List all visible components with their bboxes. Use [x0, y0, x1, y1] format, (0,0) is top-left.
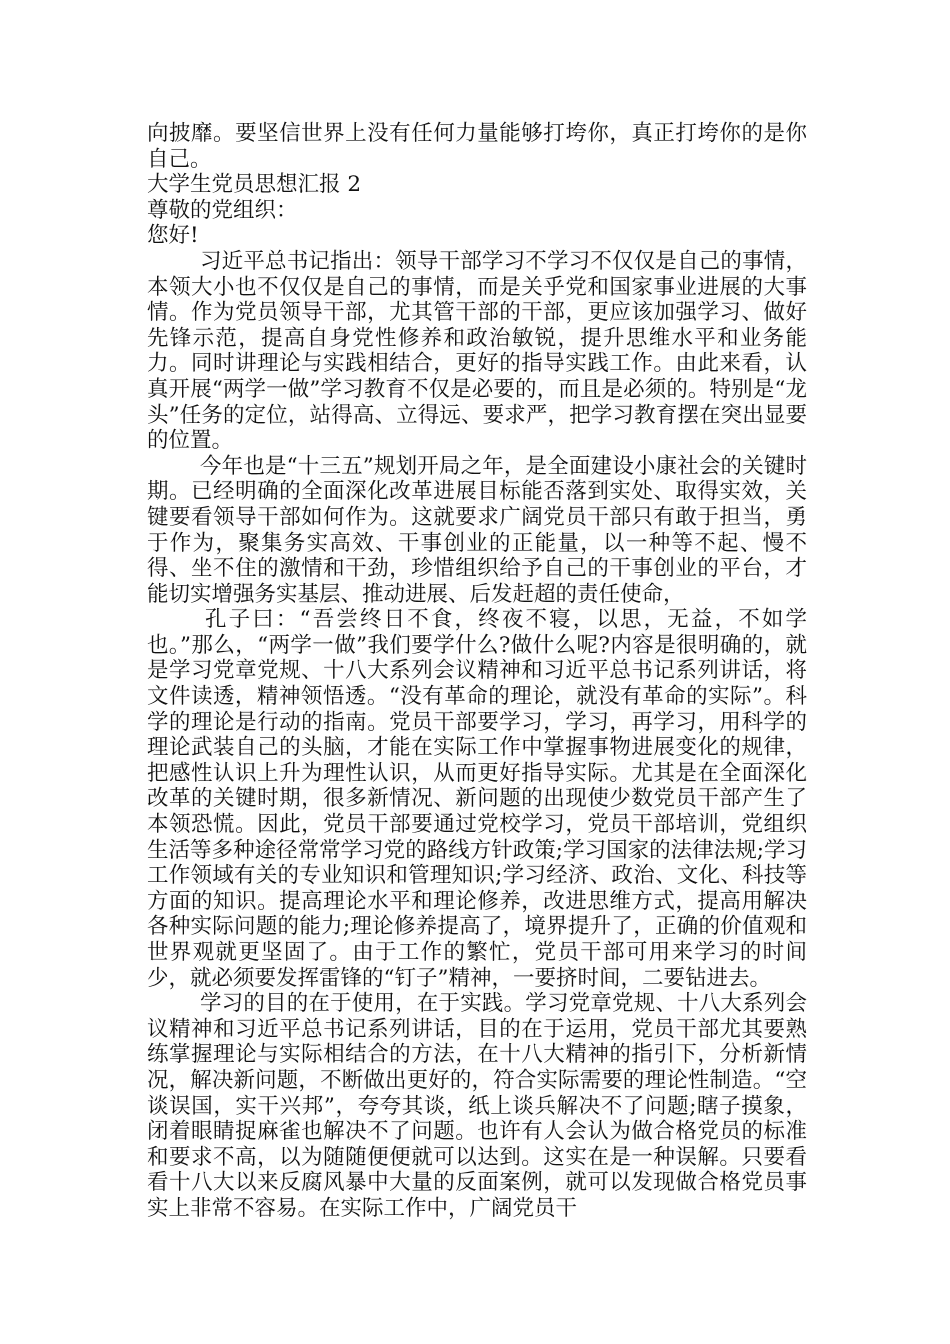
document-page: [147, 121, 807, 1222]
paragraph-3: 孔子曰：“吾尝终日不食，终夜不寝，以思，无益，不如学也。”那么，“两学一做”我们要学什么?做什么呢?内容是很明确的，就是学习党章党规、十八大系列会议精神和习近平总书记系列讲话，将文件读透，精神领悟透。“没有革命的理论，就没有革命的实际”。科学的理论是行动的指南。党员干部要学习，学习，再学习，用科学的理论武装自己的头脑，才能在实际工作中掌握事物进展变化的规律，把感性认识上升为理性认识，从而更好指导实际。尤其是在全面深化改革的关键时期，很多新情况、新问题的出现使少数党员干部产生了本领恐慌。因此，党员干部要通过党校学习，党员干部培训，党组织生活等多种途径常常学习党的路线方针政策;学习国家的法律法规;学习工作领域有关的专业知识和管理知识;学习经济、政治、文化、科技等方面的知识。提高理论水平和理论修养，改进思维方式，提高用解决各种实际问题的能力;理论修养提高了，境界提升了，正确的价值观和世界观就更坚固了。由于工作的繁忙，党员干部可用来学习的时间少，就必须要发挥雷锋的“钉子”精神，一要挤时间，二要钻进去。: [147, 607, 807, 991]
continued-paragraph: 向披靡。要坚信世界上没有任何力量能够打垮你，真正打垮你的是你自己。: [147, 121, 807, 172]
paragraph-2: 今年也是“十三五”规划开局之年，是全面建设小康社会的关键时期。已经明确的全面深化改革进展目标能否落到实处、取得实效，关键要看领导干部如何作为。这就要求广阔党员干部只有敢于担当，勇于作为，聚集务实高效、干事创业的正能量，以一种等不起、慢不得、坐不住的激情和干劲，珍惜组织给予自己的干事创业的平台，才能切实增强务实基层、推动进展、后发赶超的责任使命，: [147, 453, 807, 607]
paragraph-1: 习近平总书记指出：领导干部学习不学习不仅仅是自己的事情，本领大小也不仅仅是自己的事情，而是关乎党和国家事业进展的大事情。作为党员领导干部，尤其管干部的干部，更应该加强学习、做好先锋示范，提高自身党性修养和政治敏锐，提升思维水平和业务能力。同时讲理论与实践相结合，更好的指导实践工作。由此来看，认真开展“两学一做”学习教育不仅是必要的，而且是必须的。特别是“龙头”任务的定位，站得高、立得远、要求严，把学习教育摆在突出显要的位置。: [147, 248, 807, 454]
document-heading: 大学生党员思想汇报 2: [147, 172, 362, 198]
salutation: 尊敬的党组织：: [147, 197, 298, 223]
greeting: 您好!: [147, 223, 199, 249]
paragraph-4: 学习的目的在于使用，在于实践。学习党章党规、十八大系列会议精神和习近平总书记系列讲话，目的在于运用，党员干部尤其要熟练掌握理论与实际相结合的方法，在十八大精神的指引下，分析新情况，解决新问题，不断做出更好的，符合实际需要的理论性制造。“空谈误国，实干兴邦”，夸夸其谈，纸上谈兵解决不了问题;瞎子摸象，闭着眼睛捉麻雀也解决不了问题。也许有人会认为做合格党员的标准和要求不高，以为随随便便就可以达到。这实在是一种误解。只要看看十八大以来反腐风暴中大量的反面案例，就可以发现做合格党员事实上非常不容易。在实际工作中，广阔党员干: [147, 991, 807, 1221]
